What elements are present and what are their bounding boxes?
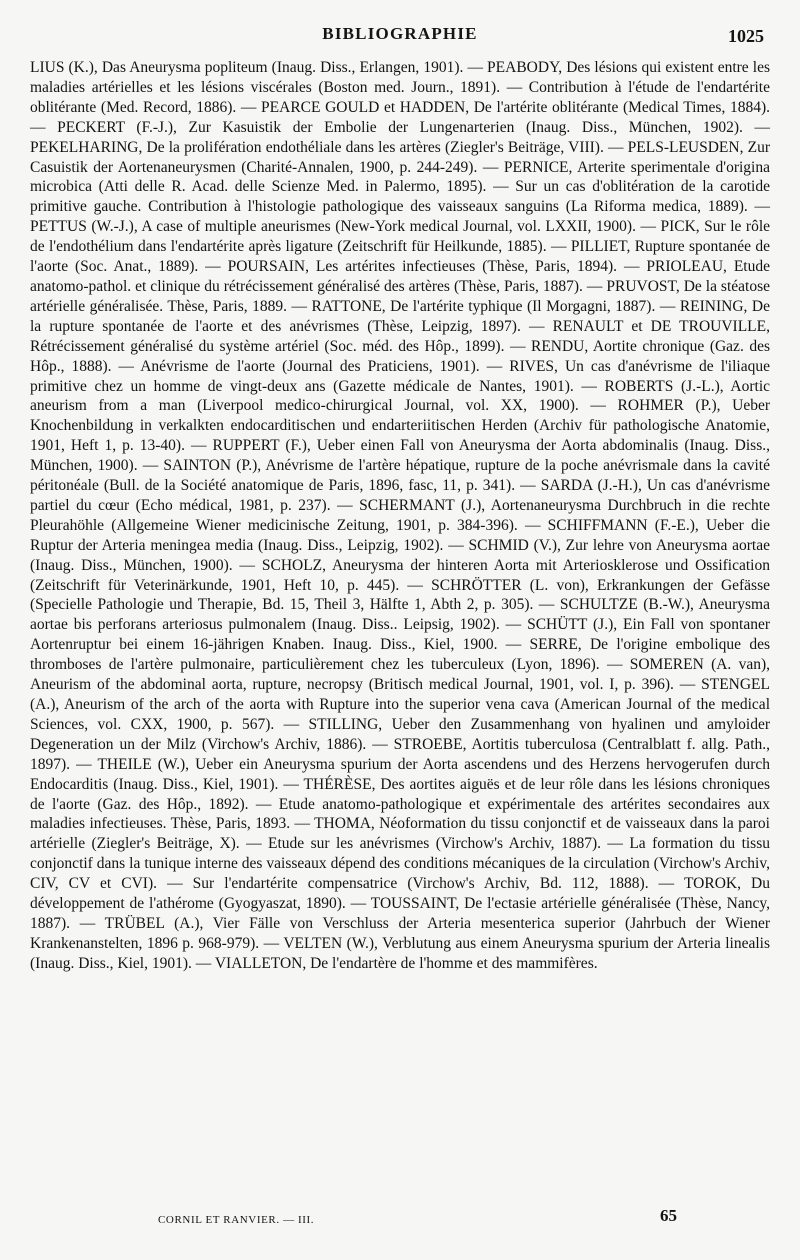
printer-signature: CORNIL ET RANVIER. — III. [158,1214,315,1226]
page-title: BIBLIOGRAPHIE [322,24,478,43]
page-footer [30,1206,770,1236]
bibliography-text [30,58,770,974]
running-head [30,18,770,58]
sheet-number: 65 [660,1206,677,1225]
page-number: 1025 [728,26,764,46]
bibliography-paragraph: LIUS (K.), Das Aneurysma popliteum (Inaug. Diss., Erlangen, 1901). — PEABODY, Des lésions qui existent entre les maladies artérielles et les lésions viscérales (Boston med. Journ., 1891). — Contribution à l'étude de l'endartérite oblitérante (Med. Record, 1886). — PEARCE GOULD et HADDEN, De l'artérite oblitérante (Medical Times, 1884). — PECKERT (F.-J.), Zur Kasuistik der Embolie der Lungenarterien (Inaug. Diss., München, 1902). — PEKELHARING, De la prolifération endothéliale dans les artères (Ziegler's Beiträge, VIII). — PELS-LEUSDEN, Zur Casuistik der Aortenaneurysmen (Charité-Annalen, 1900, p. 244-249). — PERNICE, Arterite sperimentale d'origina microbica (Atti delle R. Acad. delle Scienze Med. in Palermo, 1895). — Sur un cas d'oblitération de la carotide primitive gauche. Contribution à l'histologie pathologique des vaisseaux sanguins (La Riforma medica, 1889). — PETTUS (W.-J.), A case of multiple aneurismes (New-York medical Journal, vol. LXXII, 1900). — PICK, Sur le rôle de l'endothélium dans l'endartérite après ligature (Zeitschrift für Heilkunde, 1885). — PILLIET, Rupture spontanée de l'aorte (Soc. Anat., 1889). — POURSAIN, Les artérites infectieuses (Thèse, Paris, 1894). — PRIOLEAU, Etude anatomo-pathol. et clinique du rétrécissement généralisé des artères (Thèse, Paris, 1887). — PRUVOST, De la stéatose artérielle généralisée. Thèse, Paris, 1889. — RATTONE, De l'artérite typhique (Il Morgagni, 1887). — REINING, De la rupture spontanée de l'aorte et des anévrismes (Thèse, Leipzig, 1897). — RENAULT et DE TROUVILLE, Rétrécissement généralisé du système artériel (Soc. méd. des Hôp., 1899). — RENDU, Aortite chronique (Gaz. des Hôp., 1888). — Anévrisme de l'aorte (Journal des Praticiens, 1901). — RIVES, Un cas d'anévrisme de l'iliaque primitive chez un homme de vingt-deux ans (Gazette médicale de Nantes, 1901). — ROBERTS (J.-L.), Aortic aneurism from a man (Liverpool medico-chirurgical Journal, vol. XX, 1900). — ROHMER (P.), Ueber Knochenbildung in verkalkten endocarditischen und endarteriitischen Herden (Archiv für pathologische Anatomie, 1901, Heft 1, p. 13-40). — RUPPERT (F.), Ueber einen Fall von Aneurysma der Aorta abdominalis (Inaug. Diss., München, 1900). — SAINTON (P.), Anévrisme de l'artère hépatique, rupture de la poche anévrismale dans la cavité péritonéale (Bull. de la Société anatomique de Paris, 1896, fasc, 11, p. 341). — SARDA (J.-H.), Un cas d'anévrisme partiel du cœur (Echo médical, 1981, p. 237). — SCHERMANT (J.), Aortenaneurysma Durchbruch in die rechte Pleurahöhle (Allgemeine Wiener medicinische Zeitung, 1901, p. 384-396). — SCHIFFMANN (F.-E.), Ueber die Ruptur der Arteria meningea media (Inaug. Diss., Leipzig, 1902). — SCHMID (V.), Zur lehre von Aneurysma aortae (Inaug. Diss., München, 1900). — SCHOLZ, Aneurysma der hinteren Aorta mit Arteriosklerose und Ossification (Zeitschrift für Veterinärkunde, 1901, Heft 10, p. 445). — SCHRÖTTER (L. von), Erkrankungen der Gefässe (Specielle Pathologie und Therapie, Bd. 15, Theil 3, Hälfte 1, Abth 2, p. 305). — SCHULTZE (B.-W.), Aneurysma aortae bis perforans arteriosus pulmonalem (Inaug. Diss.. Leipsig, 1902). — SCHÜTT (J.), Ein Fall von spontaner Aortenruptur bei einem 16-jährigen Knaben. Inaug. Diss., Kiel, 1900. — SERRE, De l'origine embolique des thromboses de l'artère pulmonaire, particulièrement chez les tuberculeux (Lyon, 1896). — SOMEREN (A. van), Aneurism of the abdominal aorta, rupture, necropsy (Britisch medical Journal, 1901, vol. I, p. 396). — STENGEL (A.), Aneurism of the arch of the aorta with Rupture into the superior vena cava (American Journal of the medical Sciences, vol. CXX, 1900, p. 567). — STILLING, Ueber den Zusammenhang von hyalinen und amyloider Degeneration un der Milz (Virchow's Archiv, 1886). — STROEBE, Aortitis tuberculosa (Centralblatt f. allg. Path., 1897). — THEILE (W.), Ueber ein Aneurysma spurium der Aorta ascendens und des Herzens hervogerufen durch Endocarditis (Inaug. Diss., Kiel, 1901). — THÉRÈSE, Des aortites aiguës et de leur rôle dans les lésions chroniques de l'aorte (Gaz. des Hôp., 1892). — Etude anatomo-pathologique et expérimentale des artérites secondaires aux maladies infectieuses. Thèse, Paris, 1893. — THOMA, Néoformation du tissu conjonctif et de vaisseaux dans la paroi artérielle (Ziegler's Beiträge, X). — Etude sur les anévrismes (Virchow's Archiv, 1887). — La formation du tissu conjonctif dans la tunique interne des vaisseaux dépend des conditions mécaniques de la circulation (Virchow's Archiv, CIV, CV et CVI). — Sur l'endartérite compensatrice (Virchow's Archiv, Bd. 112, 1888). — TOROK, Du développement de l'athérome (Gyogyaszat, 1890). — TOUSSAINT, De l'ectasie artérielle généralisée (Thèse, Nancy, 1887). — TRÜBEL (A.), Vier Fälle von Verschluss der Arteria mesenterica superior (Jahrbuch der Wiener Krankenanstelten, 1896 p. 968-979). — VELTEN (W.), Verblutung aus einem Aneurysma spurium der Arteria linealis (Inaug. Diss., Kiel, 1901). — VIALLETON, De l'endartère de l'homme et des mammifères. [30,59,770,972]
